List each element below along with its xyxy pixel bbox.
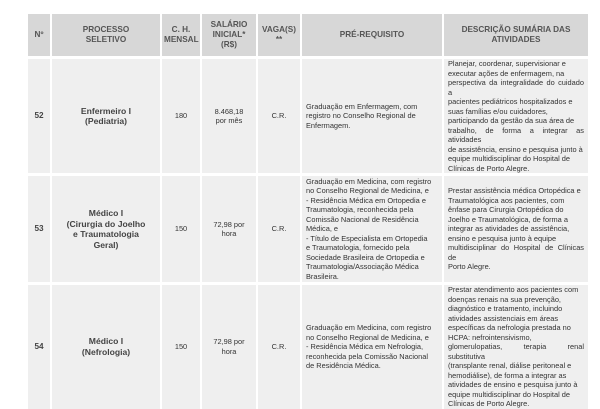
row-processo: Enfermeiro I (Pediatria) [52,56,162,173]
row-ch: 150 [162,282,202,409]
row-vagas: C.R. [258,282,302,409]
row-descricao: Planejar, coordenar, supervisionar e executar ações de enfermagem, na perspectiva da integralidade do cuidado a pacientes pediátricos hospitalizados e suas famílias e/ou cuidadores, participando da gestão da sua área de trabalho, de forma a integrar as atividades de assistência, ensino e pesquisa junto à equipe multidisciplinar do Hospital de Clínicas de Porto Alegre. [444,56,590,173]
header-num: Nº [28,14,52,56]
row-salario: 72,98 por hora [202,282,258,409]
table-row [28,282,590,409]
row-descricao: Prestar atendimento aos pacientes com doenças renais na sua prevenção, diagnóstico e tratamento, incluindo atividades assistenciais em áreas específicas da nefrologia prestada no HCPA: nefrointensivismo, glomerulopatias, terapia renal substitutiva (transplante renal, diálise peritoneal e hemodiálise), de forma a integrar as atividades de ensino e pesquisa junto à equipe multidisciplinar do Hospital de Clínicas de Porto Alegre. [444,282,590,409]
row-vagas: C.R. [258,173,302,282]
selection-process-table [28,14,590,409]
row-num: 54 [28,282,52,409]
header-descricao: DESCRIÇÃO SUMÁRIA DAS ATIVIDADES [444,14,590,56]
row-salario: 72,98 por hora [202,173,258,282]
header-vagas: VAGA(S) ** [258,14,302,56]
row-ch: 180 [162,56,202,173]
row-salario: 8.468,18 por mês [202,56,258,173]
job-table-page [28,14,590,409]
row-prereq: Graduação em Medicina, com registro no Conselho Regional de Medicina, e - Residência Médica em Nefrologia, reconhecida pela Comissão Nacional de Residência Médica. [302,282,444,409]
table-header-row [28,14,590,56]
row-num: 52 [28,56,52,173]
row-processo: Médico I (Nefrologia) [52,282,162,409]
row-prereq: Graduação em Medicina, com registro no Conselho Regional de Medicina, e - Residência Médica em Ortopedia e Traumatologia, reconhecida pela Comissão Nacional de Residência Médica, e - Título de Especialista em Ortopedia e Traumatologia, fornecido pela Sociedade Brasileira de Ortopedia e Traumatologia/Associação Médica Brasileira. [302,173,444,282]
header-salario: SALÁRIO INICIAL* (R$) [202,14,258,56]
row-prereq: Graduação em Enfermagem, com registro no Conselho Regional de Enfermagem. [302,56,444,173]
row-processo: Médico I (Cirurgia do Joelho e Traumatologia Geral) [52,173,162,282]
table-row [28,173,590,282]
header-prereq: PRÉ-REQUISITO [302,14,444,56]
row-num: 53 [28,173,52,282]
table-row [28,56,590,173]
header-processo: PROCESSO SELETIVO [52,14,162,56]
row-descricao: Prestar assistência médica Ortopédica e Traumatológica aos pacientes, com ênfase para Cirurgia Ortopédica do Joelho e Traumatológica, de forma a integrar as atividades de assistência, ensino e pesquisa junto à equipe multidisciplinar do Hospital de Clínicas de Porto Alegre. [444,173,590,282]
header-ch: C. H. MENSAL [162,14,202,56]
row-vagas: C.R. [258,56,302,173]
row-ch: 150 [162,173,202,282]
